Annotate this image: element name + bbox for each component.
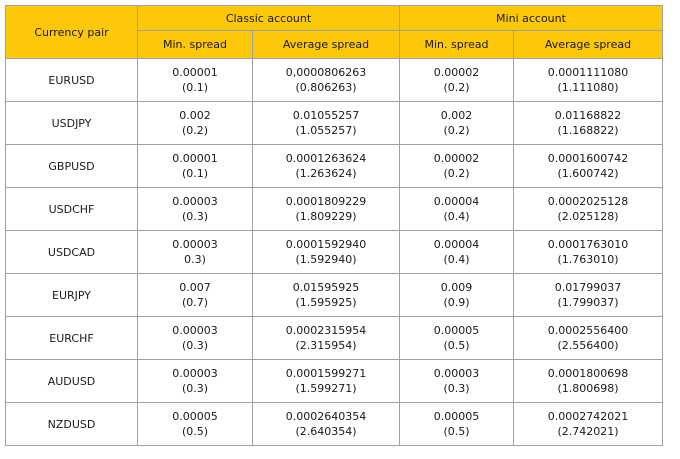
currency-pair-cell: EURJPY (6, 274, 138, 317)
classic-min-spread-cell (138, 403, 253, 446)
classic-average-spread-cell (253, 145, 400, 188)
mini-min-spread-pips: (0.3) (443, 382, 470, 395)
classic-min-spread-value: 0.00003 (172, 238, 218, 251)
mini-average-spread-cell (514, 188, 663, 231)
classic-min-spread-pips: (0.3) (181, 382, 209, 395)
classic-min-spread-cell (138, 274, 253, 317)
classic-min-spread-pips: 0.3) (184, 253, 206, 266)
currency-pair-cell: NZDUSD (6, 403, 138, 446)
mini-average-spread-value: 0.0001111080 (547, 66, 629, 79)
mini-min-spread-value: 0.00002 (433, 152, 480, 165)
currency-pair-cell: USDCAD (6, 231, 138, 274)
classic-average-spread-value: 0.0002315954 (285, 324, 367, 337)
mini-average-spread-value: 0.01168822 (554, 109, 622, 122)
currency-pair-cell: EURCHF (6, 317, 138, 360)
classic-average-spread-cell (253, 231, 400, 274)
classic-average-spread-pips: (0.806263) (295, 81, 357, 94)
mini-min-spread-value: 0.009 (440, 281, 473, 294)
classic-average-spread-header: Average spread (253, 31, 400, 59)
classic-min-spread-value: 0.00003 (172, 367, 218, 380)
mini-min-spread-pips: (0.4) (443, 253, 470, 266)
classic-min-spread-cell (138, 360, 253, 403)
classic-average-spread-pips: (1.809229) (295, 210, 357, 223)
mini-min-spread-value: 0.00004 (433, 238, 480, 251)
mini-min-spread-pips: (0.5) (443, 339, 470, 352)
classic-min-spread-value: 0.00001 (172, 152, 218, 165)
classic-min-spread-cell (138, 59, 253, 102)
mini-average-spread-pips: (2.025128) (557, 210, 619, 223)
classic-min-spread-cell (138, 231, 253, 274)
mini-min-spread-cell (400, 403, 514, 446)
mini-average-spread-pips: (1.799037) (557, 296, 619, 309)
mini-average-spread-value: 0.0002556400 (547, 324, 629, 337)
mini-min-spread-cell (400, 102, 514, 145)
classic-average-spread-pips: (1.599271) (295, 382, 357, 395)
classic-average-spread-value: 0.0001599271 (285, 367, 367, 380)
mini-min-spread-value: 0.00003 (433, 367, 480, 380)
currency-pair-cell: USDJPY (6, 102, 138, 145)
classic-average-spread-cell (253, 188, 400, 231)
mini-min-spread-pips: (0.9) (443, 296, 470, 309)
table-row (6, 317, 663, 360)
mini-average-spread-cell (514, 231, 663, 274)
table-body (6, 59, 663, 446)
table-row (6, 360, 663, 403)
classic-average-spread-value: 0.01055257 (292, 109, 360, 122)
mini-min-spread-pips: (0.2) (443, 124, 470, 137)
mini-average-spread-pips: (1.800698) (557, 382, 619, 395)
mini-average-spread-cell (514, 145, 663, 188)
mini-account-header: Mini account (400, 6, 663, 31)
mini-min-spread-value: 0.00002 (433, 66, 480, 79)
classic-average-spread-pips: (2.640354) (295, 425, 357, 438)
mini-average-spread-header: Average spread (514, 31, 663, 59)
classic-average-spread-cell (253, 274, 400, 317)
currency-pair-cell: GBPUSD (6, 145, 138, 188)
classic-min-spread-pips: (0.3) (181, 210, 209, 223)
table-row (6, 274, 663, 317)
mini-average-spread-pips: (2.742021) (557, 425, 619, 438)
classic-average-spread-pips: (1.595925) (295, 296, 357, 309)
mini-average-spread-pips: (1.111080) (557, 81, 619, 94)
table-header (6, 6, 663, 59)
classic-average-spread-cell (253, 102, 400, 145)
classic-average-spread-pips: (1.592940) (295, 253, 357, 266)
mini-min-spread-cell (400, 360, 514, 403)
mini-min-spread-pips: (0.2) (443, 81, 470, 94)
classic-min-spread-cell (138, 188, 253, 231)
mini-average-spread-cell (514, 403, 663, 446)
mini-min-spread-value: 0.00005 (433, 410, 480, 423)
table-row (6, 188, 663, 231)
classic-min-spread-pips: (0.5) (181, 425, 209, 438)
classic-min-spread-value: 0.002 (179, 109, 211, 122)
mini-average-spread-cell (514, 59, 663, 102)
mini-min-spread-cell (400, 317, 514, 360)
classic-min-spread-cell (138, 145, 253, 188)
mini-min-spread-pips: (0.4) (443, 210, 470, 223)
table-row (6, 59, 663, 102)
mini-average-spread-value: 0.0001800698 (547, 367, 629, 380)
mini-min-spread-cell (400, 145, 514, 188)
mini-average-spread-cell (514, 274, 663, 317)
mini-min-spread-cell (400, 188, 514, 231)
mini-min-spread-pips: (0.2) (443, 167, 470, 180)
mini-average-spread-value: 0.0002025128 (547, 195, 629, 208)
classic-average-spread-value: 0.0002640354 (285, 410, 367, 423)
mini-average-spread-value: 0.0001600742 (547, 152, 629, 165)
mini-min-spread-value: 0.00004 (433, 195, 480, 208)
mini-min-spread-value: 0.00005 (433, 324, 480, 337)
mini-average-spread-pips: (1.600742) (557, 167, 619, 180)
classic-average-spread-cell (253, 360, 400, 403)
classic-min-spread-pips: (0.7) (181, 296, 209, 309)
mini-average-spread-value: 0.0002742021 (547, 410, 629, 423)
currency-pair-cell: USDCHF (6, 188, 138, 231)
table-row (6, 403, 663, 446)
currency-pair-header: Currency pair (6, 6, 138, 59)
mini-average-spread-pips: (1.763010) (557, 253, 619, 266)
classic-average-spread-value: 0.0001263624 (285, 152, 367, 165)
table-row (6, 145, 663, 188)
mini-average-spread-value: 0.01799037 (554, 281, 622, 294)
classic-average-spread-cell (253, 317, 400, 360)
classic-min-spread-value: 0.007 (179, 281, 211, 294)
mini-min-spread-pips: (0.5) (443, 425, 470, 438)
classic-average-spread-value: 0.01595925 (292, 281, 360, 294)
classic-min-spread-cell (138, 317, 253, 360)
classic-account-header: Classic account (138, 6, 400, 31)
mini-min-spread-header: Min. spread (400, 31, 514, 59)
table-row (6, 102, 663, 145)
currency-pair-cell: AUDUSD (6, 360, 138, 403)
classic-min-spread-pips: (0.2) (181, 124, 209, 137)
spread-table (5, 5, 663, 446)
classic-average-spread-pips: (1.263624) (295, 167, 357, 180)
mini-min-spread-cell (400, 274, 514, 317)
mini-min-spread-cell (400, 231, 514, 274)
mini-average-spread-cell (514, 360, 663, 403)
mini-average-spread-cell (514, 102, 663, 145)
mini-min-spread-cell (400, 59, 514, 102)
classic-min-spread-value: 0.00001 (172, 66, 218, 79)
classic-min-spread-header: Min. spread (138, 31, 253, 59)
classic-min-spread-pips: (0.1) (181, 167, 209, 180)
classic-average-spread-cell (253, 59, 400, 102)
classic-min-spread-value: 0.00005 (172, 410, 218, 423)
mini-average-spread-pips: (2.556400) (557, 339, 619, 352)
mini-average-spread-cell (514, 317, 663, 360)
spread-table-container (5, 5, 663, 446)
classic-average-spread-pips: (2.315954) (295, 339, 357, 352)
classic-average-spread-cell (253, 403, 400, 446)
mini-min-spread-value: 0.002 (440, 109, 473, 122)
classic-min-spread-cell (138, 102, 253, 145)
currency-pair-cell: EURUSD (6, 59, 138, 102)
mini-average-spread-pips: (1.168822) (557, 124, 619, 137)
classic-average-spread-value: 0.0001809229 (285, 195, 367, 208)
mini-average-spread-value: 0.0001763010 (547, 238, 629, 251)
classic-average-spread-value: 0.0001592940 (285, 238, 367, 251)
classic-min-spread-pips: (0.1) (181, 81, 209, 94)
table-row (6, 231, 663, 274)
classic-average-spread-value: 0,0000806263 (285, 66, 367, 79)
classic-min-spread-pips: (0.3) (181, 339, 209, 352)
classic-average-spread-pips: (1.055257) (295, 124, 357, 137)
classic-min-spread-value: 0.00003 (172, 324, 218, 337)
classic-min-spread-value: 0.00003 (172, 195, 218, 208)
